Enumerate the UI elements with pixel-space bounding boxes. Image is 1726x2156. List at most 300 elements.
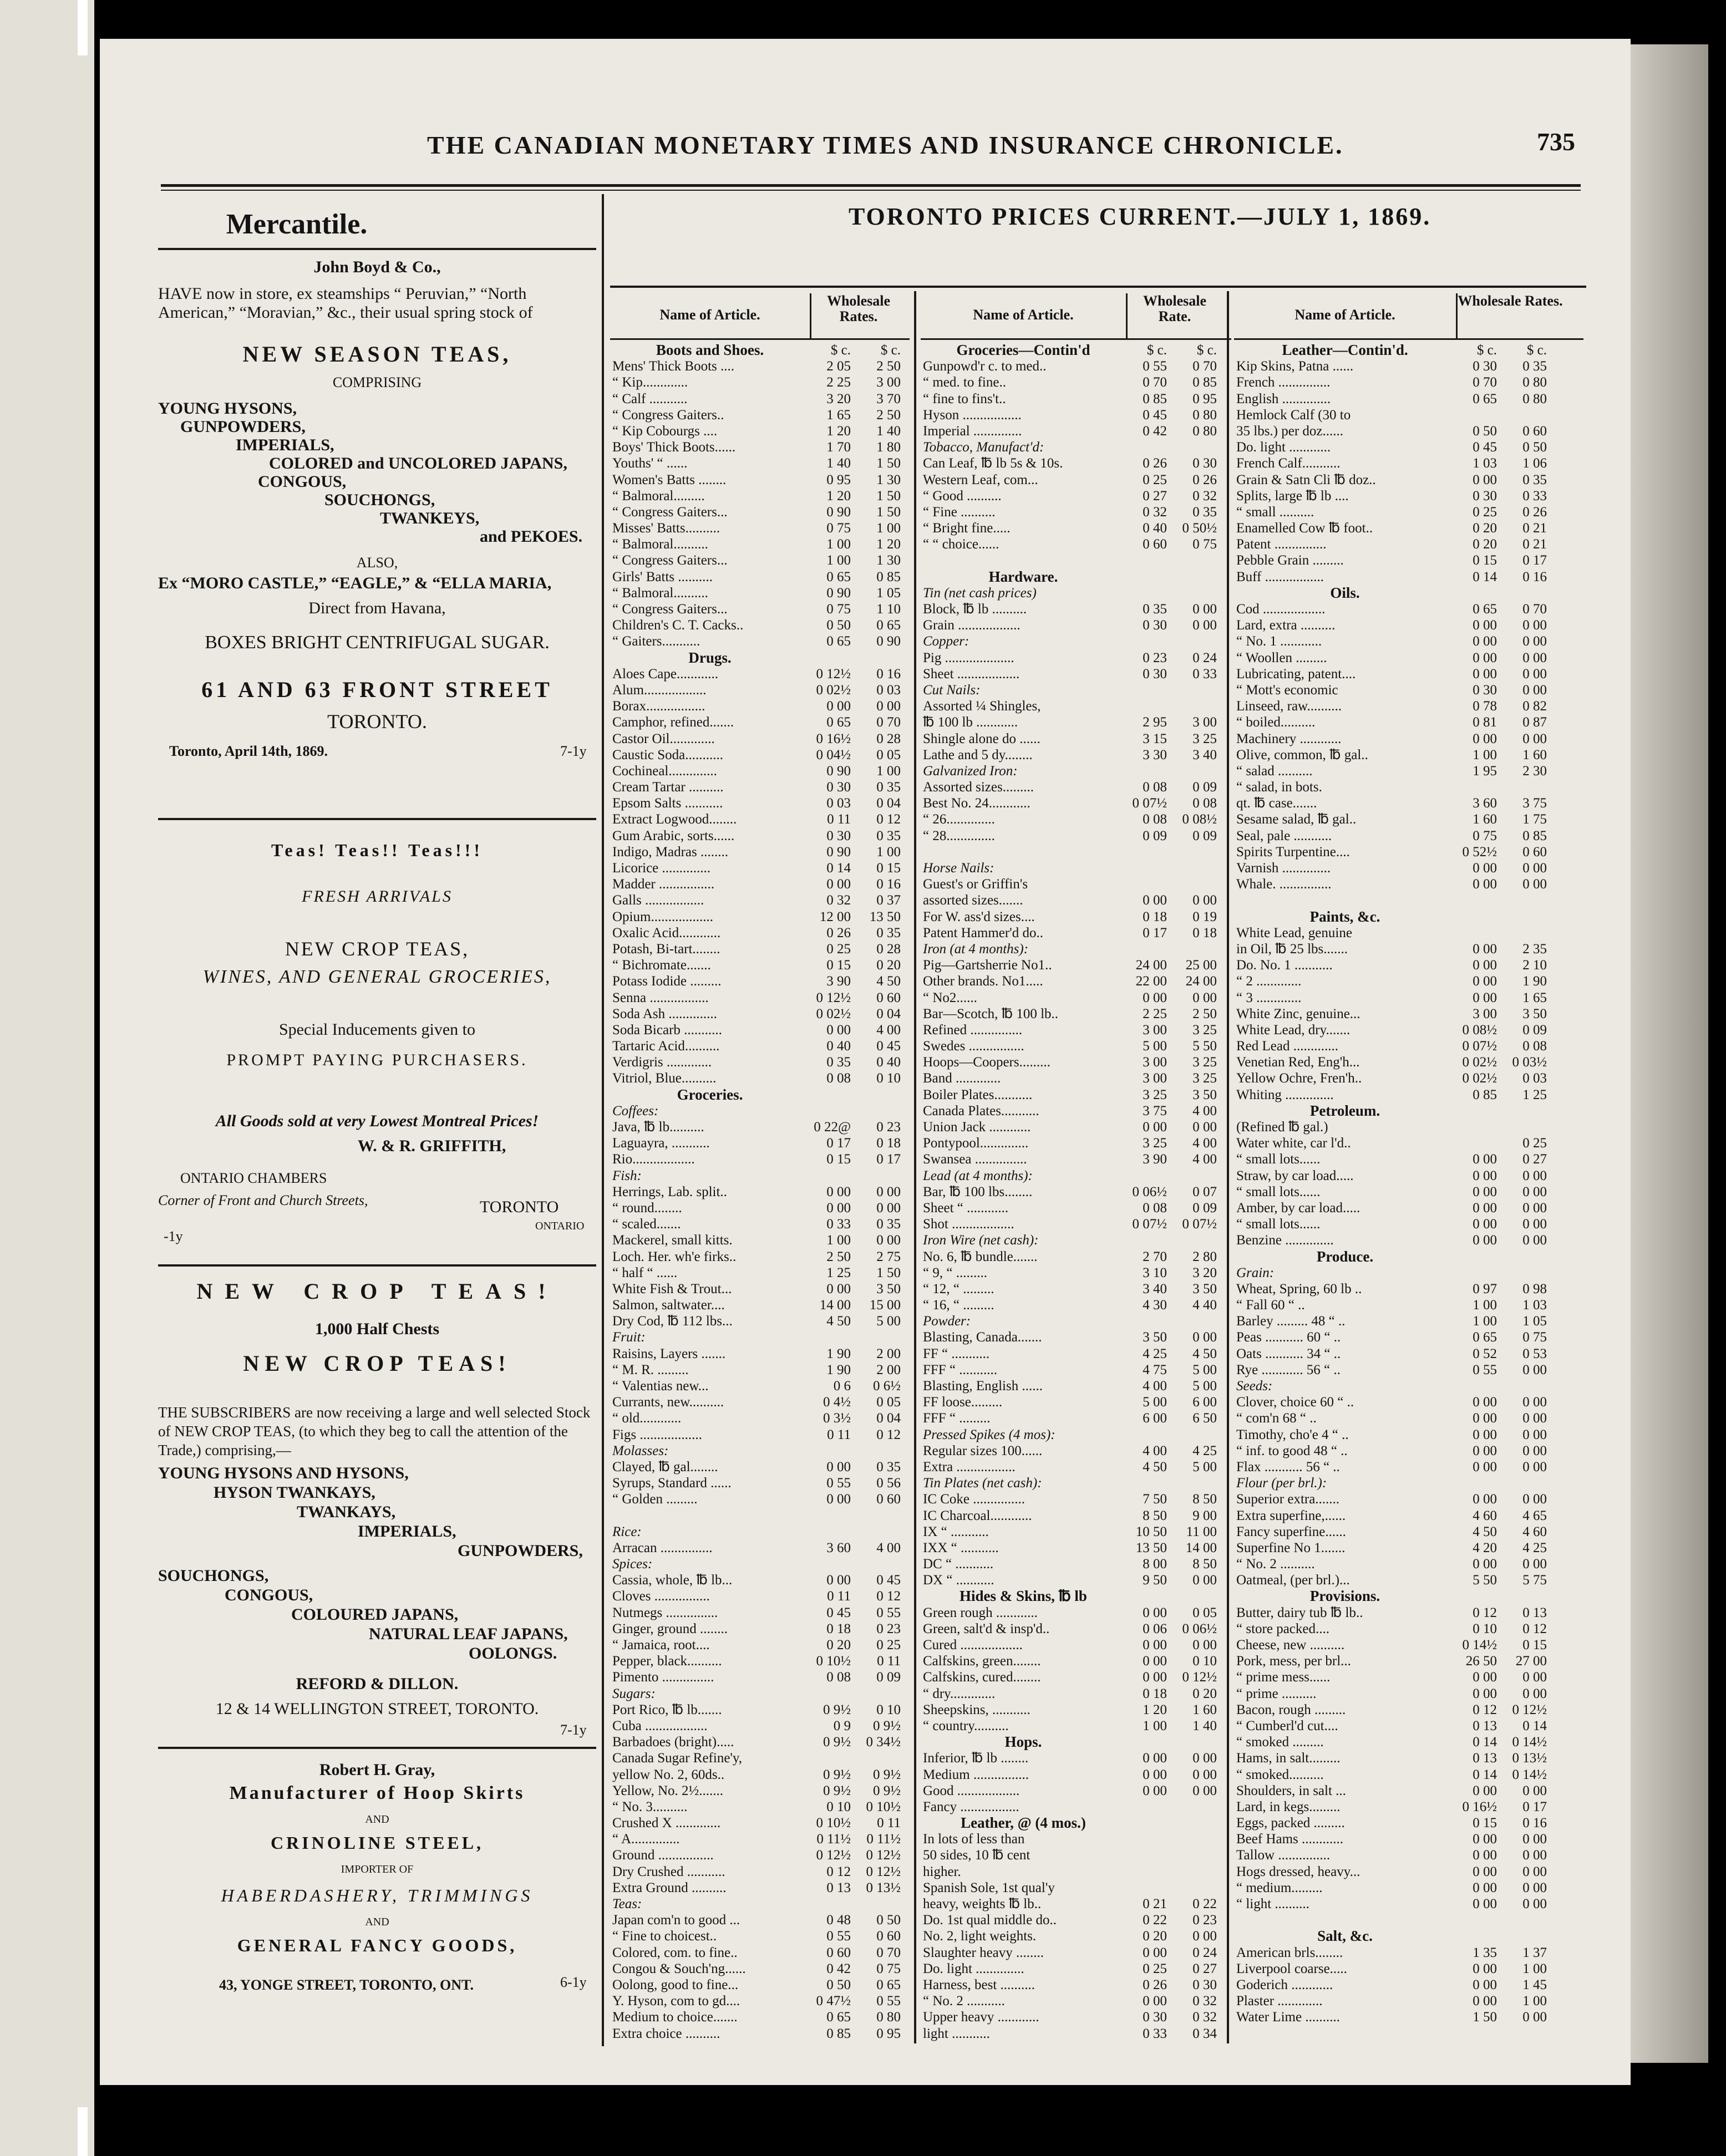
subcategory-label — [921, 1427, 1231, 1443]
price-row — [610, 455, 910, 471]
price-row — [610, 2026, 910, 2042]
price-low: 0 26 — [1143, 1977, 1167, 1992]
article-name: Peas ........... 60 “ .. — [1236, 1330, 1341, 1345]
price-low: 0 52½ — [1462, 844, 1497, 860]
price-low: 0 00 — [1473, 1427, 1497, 1442]
subcategory-label — [610, 1524, 910, 1540]
article-name: Flax ........... 56 “ .. — [1236, 1459, 1340, 1474]
price-row — [1234, 374, 1583, 390]
price-high: 0 80 — [1522, 391, 1547, 406]
ad-general: GENERAL FANCY GOODS, — [237, 1935, 517, 1955]
header-rule — [161, 184, 1581, 187]
price-low: 0 35 — [1143, 602, 1167, 617]
article-name: Yellow, No. 2½....... — [612, 1783, 724, 1798]
price-low: 0 20 — [1143, 1929, 1167, 1944]
price-low: 0 10½ — [816, 1654, 851, 1669]
price-row — [921, 1491, 1231, 1507]
price-high: 0 10 — [876, 1071, 901, 1086]
category-heading — [610, 342, 910, 358]
column-header — [1234, 291, 1583, 340]
article-name: IC Charcoal............ — [923, 1508, 1032, 1523]
price-low: 0 65 — [1473, 1330, 1497, 1345]
price-high: 0 32 — [1192, 488, 1217, 504]
price-row — [610, 1508, 910, 1524]
price-low: 0 02½ — [1462, 1055, 1497, 1070]
price-row — [610, 1265, 910, 1281]
article-name: “ Congress Gaiters... — [612, 602, 728, 617]
header-rates: Wholesale Rates. — [810, 293, 906, 338]
price-high: 3 50 — [876, 1281, 901, 1296]
category-heading — [921, 1734, 1231, 1750]
price-row — [610, 1232, 910, 1248]
price-low: 0 42 — [826, 1961, 851, 1976]
article-name: Molasses: — [612, 1443, 669, 1458]
price-high: 0 10 — [876, 1702, 901, 1717]
article-name: “ round........ — [612, 1200, 682, 1216]
price-high: 0 00 — [1522, 666, 1547, 682]
article-name: “ boiled.......... — [1236, 715, 1316, 730]
price-high: 0 10½ — [866, 1799, 901, 1814]
price-low: 0 11 — [827, 812, 851, 827]
price-row — [1234, 1232, 1583, 1248]
ad-manufacturer: Manufacturer of Hoop Skirts — [229, 1783, 525, 1803]
price-low: 3 90 — [826, 974, 851, 989]
price-high: 0 00 — [1522, 731, 1547, 746]
price-row — [610, 617, 910, 633]
price-high: 3 50 — [1192, 1087, 1217, 1102]
article-name: “ country.......... — [923, 1718, 1009, 1733]
article-name: Tartaric Acid.......... — [612, 1039, 720, 1054]
ad-body: THE SUBSCRIBERS are now receiving a large and well selected Stock of NEW CROP TEAS, (to which they beg to call the attention of the Trade,) comprising,— — [158, 1404, 591, 1458]
article-name: “ small lots...... — [1236, 1184, 1321, 1199]
price-row — [921, 374, 1231, 390]
article-name: “ 28.............. — [923, 828, 995, 843]
price-row — [1234, 1880, 1583, 1896]
article-name: Produce. — [1316, 1248, 1374, 1265]
price-low: 0 15 — [1473, 1816, 1497, 1831]
price-low: 0 00 — [826, 1573, 851, 1588]
price-high: 0 19 — [1192, 909, 1217, 924]
price-high: 0 87 — [1522, 715, 1547, 730]
article-name: Powder: — [923, 1314, 971, 1329]
price-low: 0 45 — [1473, 440, 1497, 455]
article-name: IXX “ ........... — [923, 1540, 999, 1555]
price-low: 4 50 — [1473, 1524, 1497, 1539]
article-name: Hams, in salt......... — [1236, 1751, 1341, 1766]
article-name: Wheat, Spring, 60 lb .. — [1236, 1281, 1362, 1296]
price-row — [1234, 666, 1583, 682]
price-high: 0 80 — [1192, 407, 1217, 423]
price-high: 0 35 — [1522, 472, 1547, 487]
article-name: Extra superfine,...... — [1236, 1508, 1346, 1523]
article-name: Timothy, cho'e 4 “ .. — [1236, 1427, 1349, 1442]
article-name: Seal, pale ........... — [1236, 828, 1332, 843]
article-name: Hides & Skins, ℔ lb — [960, 1588, 1087, 1605]
price-high: 0 9½ — [873, 1767, 901, 1782]
price-row — [921, 1151, 1231, 1167]
price-low: 0 13 — [826, 1880, 851, 1895]
prices-title: TORONTO PRICES CURRENT.—JULY 1, 1869. — [849, 203, 1431, 230]
article-name: Pressed Spikes (4 mos): — [923, 1427, 1055, 1442]
price-row — [610, 407, 910, 423]
price-low: 0 00 — [1143, 1638, 1167, 1652]
article-name: Mackerel, small kitts. — [612, 1233, 733, 1248]
price-high: 0 08 — [1522, 1039, 1547, 1054]
article-name: Japan com'n to good ... — [612, 1913, 740, 1928]
price-row — [1234, 1491, 1583, 1507]
price-low: 0 00 — [1473, 1557, 1497, 1572]
price-row — [921, 504, 1231, 520]
price-low: 0 02½ — [816, 682, 851, 698]
price-low: 0 60 — [826, 1945, 851, 1960]
price-row — [610, 990, 910, 1006]
price-low: 3 25 — [1143, 1087, 1167, 1102]
article-name: Green rough ............ — [923, 1605, 1038, 1620]
article-name: Pepper, black.......... — [612, 1654, 722, 1669]
price-high: 4 00 — [1192, 1152, 1217, 1167]
price-low: 0 55 — [1473, 1362, 1497, 1377]
price-row — [921, 1540, 1231, 1556]
price-high: 1 90 — [1522, 974, 1547, 989]
price-high: 0 16 — [1522, 569, 1547, 584]
price-row — [921, 1362, 1231, 1378]
price-high: 0 08 — [1192, 796, 1217, 811]
price-low: 0 40 — [826, 1039, 851, 1054]
article-name: “ No2...... — [923, 990, 977, 1005]
price-high: 0 17 — [1522, 553, 1547, 568]
price-row — [921, 1783, 1231, 1799]
price-high: 0 08½ — [1182, 812, 1217, 827]
price-row — [610, 876, 910, 892]
ad-fresh-arrivals: FRESH ARRIVALS — [302, 887, 453, 906]
article-name: Pig .................... — [923, 650, 1014, 665]
price-low: 0 18 — [826, 1621, 851, 1636]
article-name: Water white, car l'd.. — [1236, 1136, 1351, 1151]
price-high: 1 65 — [1522, 990, 1547, 1005]
price-low: 3 60 — [1473, 796, 1497, 811]
article-name: Opium.................. — [612, 909, 713, 924]
price-low: 0 50 — [1473, 423, 1497, 439]
price-low: 0 00 — [826, 1281, 851, 1296]
newspaper-page — [100, 39, 1631, 2085]
price-row — [921, 1977, 1231, 1993]
price-row — [610, 1427, 910, 1443]
article-name: DC “ ........... — [923, 1557, 994, 1572]
price-high: 0 70 — [876, 1945, 901, 1960]
ad-comprising: COMPRISING — [332, 374, 422, 390]
article-name: Cut Nails: — [923, 682, 981, 698]
price-low: 0 00 — [1473, 974, 1497, 989]
price-low: 0 15 — [826, 958, 851, 973]
price-high: 1 00 — [1522, 1961, 1547, 1976]
price-high: 0 15 — [876, 861, 901, 876]
price-low: 1 60 — [1473, 812, 1497, 827]
price-high: 0 21 — [1522, 537, 1547, 552]
article-name: ℔ 100 lb ............ — [923, 715, 1018, 730]
price-low: 0 07½ — [1462, 1039, 1497, 1054]
price-row — [1234, 1200, 1583, 1216]
price-row — [921, 876, 1231, 892]
article-name: Oolong, good to fine... — [612, 1977, 739, 1992]
price-row — [921, 1686, 1231, 1702]
article-name: Castor Oil............. — [612, 731, 715, 746]
facing-page-edge — [0, 0, 94, 2156]
price-low: 0 32 — [826, 893, 851, 908]
article-name: “ half “ ...... — [612, 1265, 678, 1280]
price-row — [921, 1103, 1231, 1119]
article-name: Boiler Plates........... — [923, 1087, 1033, 1102]
price-low: 0 00 — [1473, 666, 1497, 682]
price-row — [1234, 439, 1583, 455]
price-row — [1234, 2009, 1583, 2025]
price-high: 0 23 — [1192, 1913, 1217, 1928]
article-name: “ 3 ............. — [1236, 990, 1302, 1005]
article-name: Pig—Gartsherrie No1.. — [923, 958, 1052, 973]
price-high: 0 26 — [1192, 472, 1217, 487]
price-low: 0 07½ — [1132, 796, 1167, 811]
price-row — [1234, 569, 1583, 585]
article-name: “ Balmoral......... — [612, 488, 705, 504]
article-name: Grain .................. — [923, 618, 1021, 633]
price-low: 4 00 — [1143, 1379, 1167, 1394]
price-high: 6 50 — [1192, 1411, 1217, 1426]
article-name: “ Valentias new... — [612, 1379, 709, 1394]
price-row — [921, 1945, 1231, 1961]
price-high: 0 60 — [876, 990, 901, 1005]
price-low: 3 90 — [1143, 1152, 1167, 1167]
price-high: 0 03½ — [1512, 1055, 1547, 1070]
article-name: “ No. 3.......... — [612, 1799, 688, 1814]
price-high: 0 09 — [1192, 1200, 1217, 1216]
price-low: 0 48 — [826, 1913, 851, 1928]
price-high: 1 25 — [1522, 1087, 1547, 1102]
price-low: 0 90 — [826, 585, 851, 601]
price-low: 0 12½ — [816, 990, 851, 1005]
ad-crinoline: CRINOLINE STEEL, — [270, 1833, 484, 1853]
article-name: Assorted sizes......... — [923, 780, 1034, 795]
price-high: 0 35 — [1522, 359, 1547, 374]
price-row — [610, 1880, 910, 1896]
price-low: 0 12 — [1473, 1702, 1497, 1717]
article-name: Buff ................. — [1236, 569, 1324, 584]
price-row — [610, 1119, 910, 1135]
ad-rule — [158, 818, 596, 820]
price-row — [610, 1767, 910, 1783]
price-low: 2 05 — [826, 359, 851, 374]
article-name: “ Fall 60 “ .. — [1236, 1298, 1305, 1313]
price-high: 5 00 — [1192, 1362, 1217, 1377]
price-high: 1 00 — [876, 521, 901, 536]
price-row — [921, 1022, 1231, 1038]
price-high: 1 45 — [1522, 1977, 1547, 1992]
article-name: Extract Logwood........ — [612, 812, 737, 827]
article-name: Mens' Thick Boots .... — [612, 359, 735, 374]
price-low: 0 00 — [826, 1022, 851, 1038]
price-low: 0 00 — [1473, 1168, 1497, 1183]
article-name: French ............... — [1236, 375, 1331, 390]
ad-chests: 1,000 Half Chests — [314, 1320, 440, 1338]
price-low: 0 08 — [826, 1071, 851, 1086]
article-name: Blasting, English ...... — [923, 1379, 1043, 1394]
article-name: Leather, @ (4 mos.) — [961, 1815, 1086, 1832]
article-name: “ 26.............. — [923, 812, 995, 827]
price-low: 0 18 — [1143, 1686, 1167, 1701]
price-row — [921, 1394, 1231, 1410]
price-row — [1234, 1605, 1583, 1621]
price-high: $ c. — [880, 343, 901, 358]
article-name: “ Mott's economic — [1236, 682, 1338, 698]
price-high: 0 82 — [1522, 699, 1547, 714]
price-row — [921, 1621, 1231, 1637]
price-high: 0 28 — [876, 731, 901, 746]
article-name: No. 2, light weights. — [923, 1929, 1037, 1944]
article-name: higher. — [923, 1864, 961, 1879]
article-name: Venetian Red, Eng'h... — [1236, 1055, 1360, 1070]
article-name: Extra ................. — [923, 1459, 1016, 1474]
ad-griffith — [158, 823, 596, 1278]
price-high: 0 05 — [876, 1395, 901, 1410]
price-row — [610, 1799, 910, 1815]
article-name: Arracan ............... — [612, 1540, 713, 1555]
price-row — [1234, 844, 1583, 860]
price-row — [921, 698, 1231, 714]
article-name: Oats ........... 34 “ .. — [1236, 1346, 1341, 1361]
price-low: 14 00 — [819, 1298, 851, 1313]
price-low: 0 00 — [826, 699, 851, 714]
price-row — [921, 990, 1231, 1006]
price-rows — [610, 342, 910, 2042]
price-low: 0 00 — [1473, 1217, 1497, 1232]
price-low: 12 00 — [819, 909, 851, 924]
ad-item: and PEKOES. — [480, 527, 583, 546]
article-name: Upper heavy ............ — [923, 2010, 1039, 2025]
price-high: 5 00 — [876, 1314, 901, 1329]
price-low: 0 3½ — [823, 1411, 851, 1426]
price-high: 0 30 — [1192, 456, 1217, 471]
price-row — [921, 892, 1231, 908]
article-name: Salmon, saltwater.... — [612, 1298, 725, 1313]
article-name: Camphor, refined....... — [612, 715, 734, 730]
article-name: Y. Hyson, com to gd.... — [612, 1994, 740, 2009]
price-row — [1234, 1313, 1583, 1329]
price-row — [610, 860, 910, 876]
price-high: 3 00 — [1192, 715, 1217, 730]
price-row — [610, 1378, 910, 1394]
article-name: Senna ................. — [612, 990, 709, 1005]
price-row — [1234, 957, 1583, 973]
price-low: 0 32 — [1143, 504, 1167, 520]
price-high: 0 13½ — [1512, 1751, 1547, 1766]
price-row — [610, 763, 910, 779]
price-low: 3 50 — [1143, 1330, 1167, 1345]
price-low: 0 22 — [1143, 1913, 1167, 1928]
article-name: Hoops—Coopers......... — [923, 1055, 1050, 1070]
price-row — [610, 714, 910, 730]
price-low: 0 00 — [826, 1492, 851, 1507]
price-row — [1234, 472, 1583, 488]
article-name: Shot .................. — [923, 1217, 1014, 1232]
article-name: Liverpool coarse..... — [1236, 1961, 1347, 1976]
price-low: 0 55 — [826, 1929, 851, 1944]
article-name: “ medium......... — [1236, 1880, 1323, 1895]
article-name: White Fish & Trout... — [612, 1281, 732, 1296]
price-high: 0 70 — [1522, 602, 1547, 617]
price-high: 0 03 — [876, 682, 901, 698]
price-row — [610, 423, 910, 439]
price-low: 0 00 — [1473, 1977, 1497, 1992]
price-row — [921, 1572, 1231, 1588]
article-name: Assorted ¼ Shingles, — [923, 699, 1041, 714]
article-name: Calfskins, green........ — [923, 1654, 1041, 1669]
article-name: Petroleum. — [1309, 1102, 1380, 1119]
article-name: White Lead, genuine — [1236, 925, 1352, 940]
article-name: “ light .......... — [1236, 1896, 1309, 1911]
price-high: 2 00 — [876, 1346, 901, 1361]
price-low: 0 30 — [1143, 2010, 1167, 2025]
price-high: 4 00 — [1192, 1136, 1217, 1151]
price-high: 0 60 — [876, 1492, 901, 1507]
ad-corner: Corner of Front and Church Streets, — [158, 1192, 368, 1208]
price-low: 0 10 — [826, 1799, 851, 1814]
article-name: Gunpowd'r c. to med.. — [923, 359, 1047, 374]
price-low: 0 9½ — [823, 1702, 851, 1717]
price-high: 0 16 — [876, 666, 901, 682]
article-name: Best No. 24............ — [923, 796, 1030, 811]
article-name: “ Kip............. — [612, 375, 688, 390]
price-low: 4 20 — [1473, 1540, 1497, 1555]
price-low: 0 10 — [1473, 1621, 1497, 1636]
price-high: 0 35 — [876, 828, 901, 843]
article-name: Epsom Salts ........... — [612, 796, 723, 811]
price-low: 0 65 — [826, 2010, 851, 2025]
ad-item: SOUCHONGS, — [158, 1567, 269, 1585]
price-row — [921, 650, 1231, 666]
price-row — [921, 2009, 1231, 2025]
price-low: 0 25 — [1473, 504, 1497, 520]
price-low: 0 07½ — [1132, 1217, 1167, 1232]
category-heading — [921, 1588, 1231, 1604]
price-high: 0 40 — [876, 1055, 901, 1070]
price-high: 0 18 — [1192, 925, 1217, 940]
category-heading — [610, 1087, 910, 1103]
article-name: “ No. 1 ............ — [1236, 634, 1322, 649]
article-name: FF “ ........... — [923, 1346, 990, 1361]
price-row — [1234, 1119, 1583, 1135]
ad-and: AND — [365, 1916, 389, 1928]
price-high: 3 70 — [876, 391, 901, 406]
price-high: 0 20 — [1192, 1686, 1217, 1701]
price-high: 0 00 — [1192, 1929, 1217, 1944]
price-high: 0 6½ — [873, 1379, 901, 1394]
price-high: 0 00 — [1522, 1783, 1547, 1798]
price-row — [1234, 747, 1583, 763]
price-row — [921, 973, 1231, 989]
article-name: Potass Iodide ......... — [612, 974, 722, 989]
price-row — [921, 714, 1231, 730]
header-rate: Wholesale Rate. — [1126, 293, 1222, 338]
article-name: Red Lead ............. — [1236, 1039, 1338, 1054]
subcategory-label — [921, 1475, 1231, 1491]
price-high: 5 00 — [1192, 1459, 1217, 1474]
article-name: Youths' “ ...... — [612, 456, 688, 471]
ad-item: HYSON TWANKAYS, — [214, 1483, 375, 1502]
article-name: “ prime mess...... — [1236, 1670, 1331, 1685]
price-high: 0 03 — [1522, 1071, 1547, 1086]
price-row — [1234, 698, 1583, 714]
price-row — [1234, 650, 1583, 666]
price-high: 2 50 — [876, 359, 901, 374]
price-low: 0 20 — [1473, 521, 1497, 536]
